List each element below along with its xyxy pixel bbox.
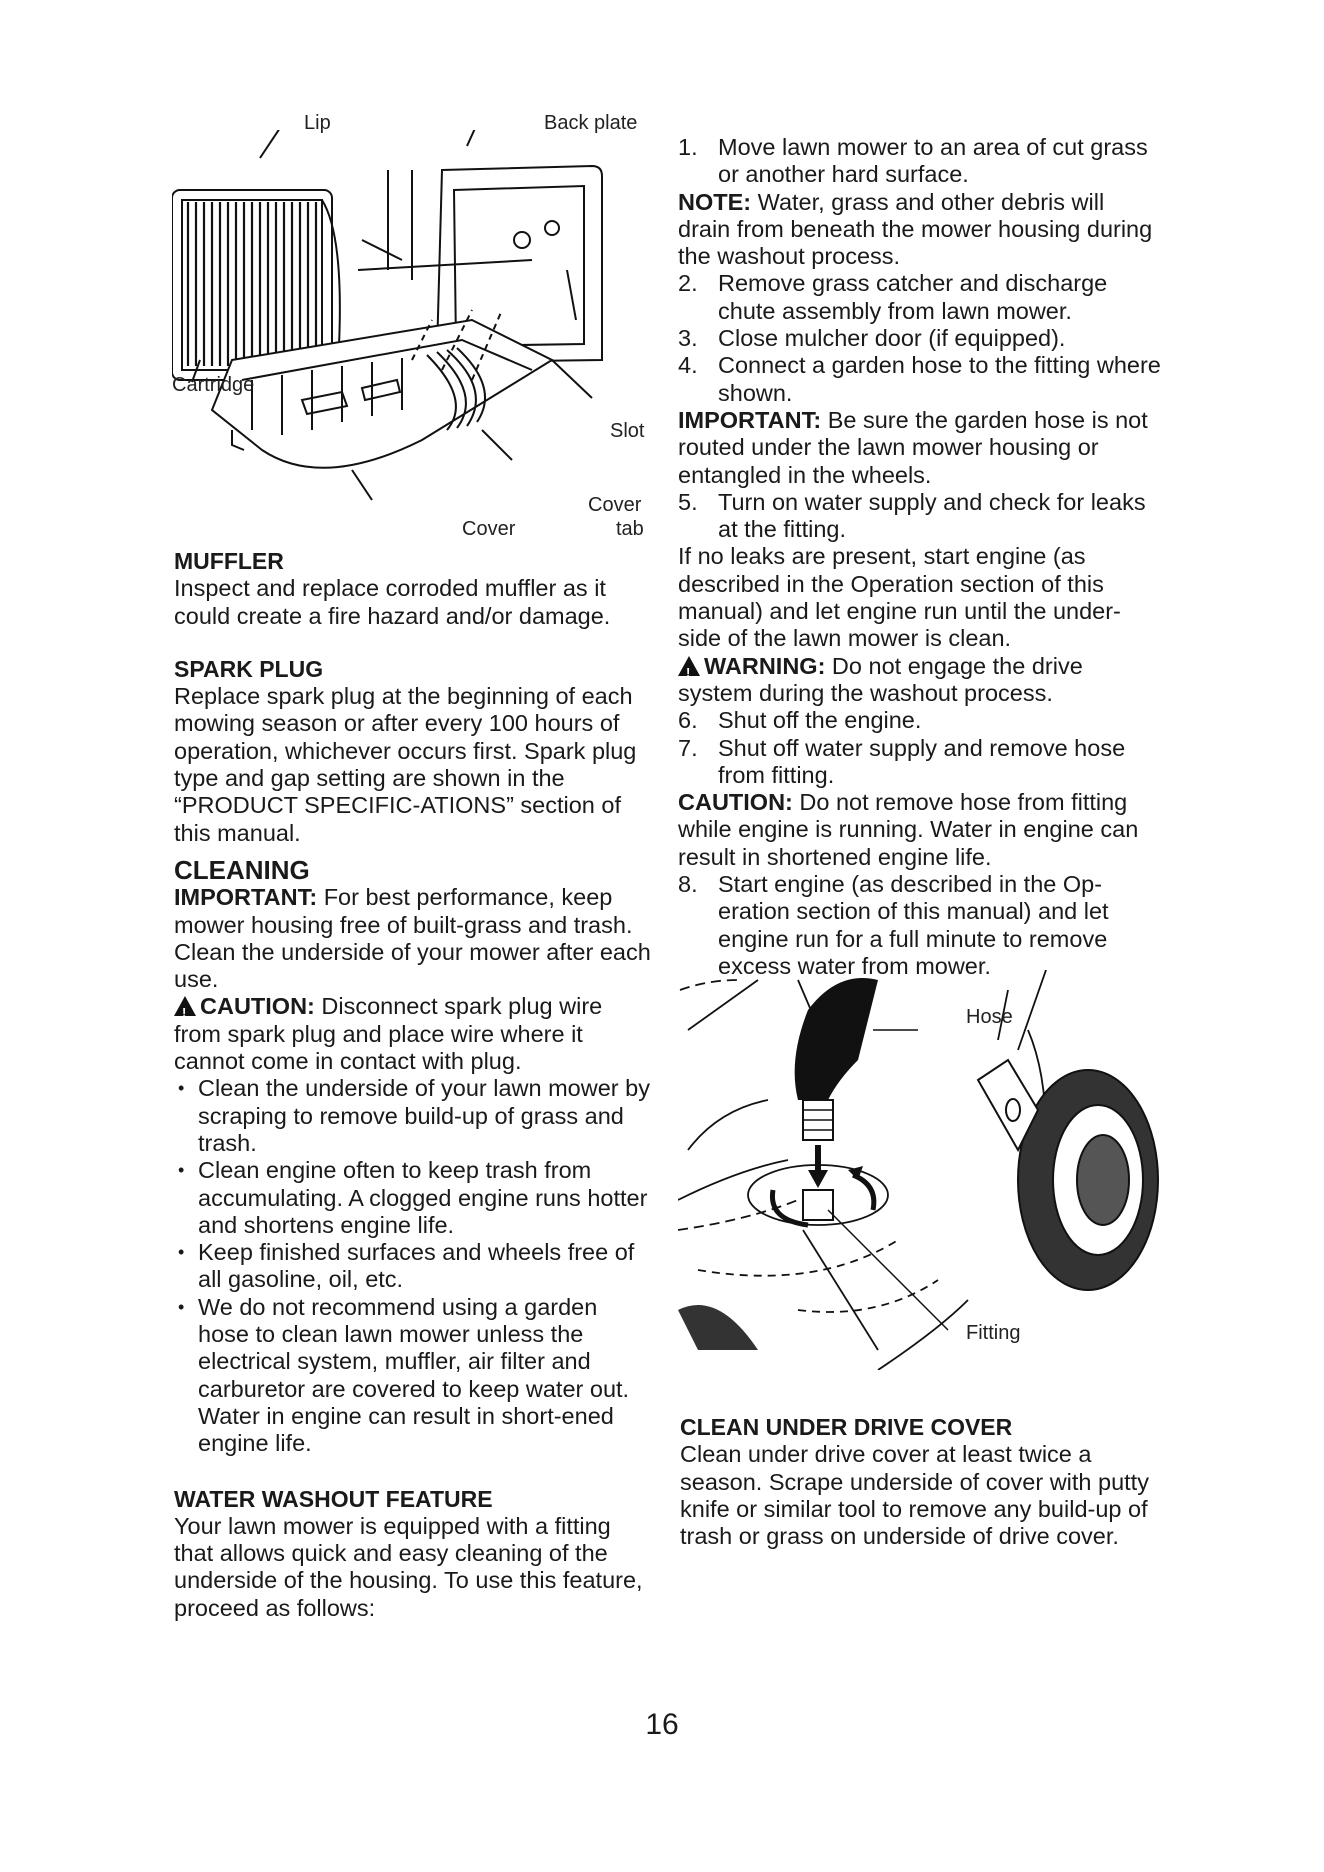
list-item: [678, 735, 1162, 790]
cleaning-caution: [174, 993, 652, 1075]
drive-cover-body: Clean under drive cover at least twice a season. Scrape underside of cover with putty knife or similar tool to remove any build-up of trash or grass on underside of drive cover.: [680, 1441, 1149, 1550]
air-filter-illustration: [172, 130, 652, 550]
warning-triangle-icon: [174, 996, 196, 1016]
cleaning-heading: CLEANING: [174, 854, 310, 885]
air-filter-figure: [172, 112, 652, 550]
list-item: [678, 871, 1162, 980]
step-number: 8.: [678, 871, 698, 898]
step-text: Close mulcher door (if equipped).: [718, 325, 1066, 352]
cleaning-important-label: IMPORTANT:: [174, 884, 318, 911]
label-fitting: Fitting: [966, 1322, 1021, 1344]
warning-triangle-icon: [678, 656, 700, 676]
washout-body: Your lawn mower is equipped with a fitting that allows quick and easy cleaning of the underside of the housing. To use this feature, proceed as follows:: [174, 1512, 643, 1621]
step-text: Move lawn mower to an area of cut grass or another hard surface.: [718, 134, 1148, 188]
note-label: NOTE:: [678, 188, 752, 215]
list-item: • Clean engine often to keep trash from accumulating. A clogged engine runs hotter and shortens engine life.: [174, 1157, 652, 1239]
list-item: • We do not recommend using a garden hose to clean lawn mower unless the electrical system, muffler, air filter and carburetor are covered to keep water out. Water in engine can result in short-ened engine life.: [174, 1294, 652, 1458]
right-text-block: [678, 134, 1162, 980]
step-number: 3.: [678, 325, 698, 352]
step-text: Shut off water supply and remove hose from fitting.: [718, 734, 1126, 788]
muffler-heading: MUFFLER: [174, 548, 284, 574]
label-cover-tab-1: Cover: [588, 494, 642, 516]
cleaning-caution-label: CAUTION:: [200, 993, 315, 1020]
cleaning-important-text: For best performance, keep mower housing free of built-grass and trash. Clean the underside of your mower after each use.: [174, 884, 651, 993]
step-text: Remove grass catcher and discharge chute assembly from lawn mower.: [718, 270, 1108, 324]
note: [678, 189, 1162, 271]
label-hose: Hose: [966, 1006, 1013, 1028]
hose-fitting-illustration: [678, 970, 1162, 1370]
step-number: 5.: [678, 488, 698, 515]
list-item: [678, 707, 1162, 734]
warning-note: [678, 653, 1162, 708]
label-back-plate: Back plate: [544, 112, 638, 134]
list-item: [678, 325, 1162, 352]
cleaning-bullet-list: [174, 1075, 652, 1457]
label-slot: Slot: [610, 420, 645, 442]
list-item: • Keep finished surfaces and wheels free of all gasoline, oil, etc.: [174, 1239, 652, 1294]
muffler-body: Inspect and replace corroded muffler as it could create a fire hazard and/or damage.: [174, 575, 611, 629]
list-item: [678, 134, 1162, 189]
step-number: 1.: [678, 134, 698, 160]
list-item: [678, 270, 1162, 325]
drive-cover-block: [680, 1414, 1162, 1550]
step-number: 6.: [678, 707, 698, 734]
left-text-block: [174, 548, 652, 1622]
washout-steps-2: [678, 270, 1162, 406]
important-label: IMPORTANT:: [678, 406, 822, 433]
step-number: 2.: [678, 270, 698, 297]
drive-cover-heading: CLEAN UNDER DRIVE COVER: [680, 1414, 1013, 1440]
warning-text: Do not engage the drive system during the washout process.: [678, 652, 1083, 706]
list-item: • Clean the underside of your lawn mower by scraping to remove build-up of grass and trash.: [174, 1075, 652, 1157]
washout-steps-5: [678, 871, 1162, 980]
cleaning-important: [174, 884, 652, 993]
washout-steps-3: [678, 489, 1162, 544]
washout-steps: [678, 134, 1162, 189]
list-item: [678, 489, 1162, 544]
caution-label: CAUTION:: [678, 789, 793, 816]
washout-steps-4: [678, 707, 1162, 789]
spark-plug-body: Replace spark plug at the beginning of each mowing season or after every 100 hours of operation, whichever occurs first. Spark plug type and gap setting are shown in the “PRODUCT SPECIFIC-ATIONS” section of this manual.: [174, 683, 637, 846]
caution-text: Do not remove hose from fitting while engine is running. Water in engine can result in shortened engine life.: [678, 789, 1139, 870]
label-cover: Cover: [462, 518, 516, 540]
step-number: 4.: [678, 352, 698, 379]
washout-heading: WATER WASHOUT FEATURE: [174, 1485, 493, 1512]
note-text: Water, grass and other debris will drain from beneath the mower housing during the washout process.: [678, 188, 1153, 270]
cleaning-caution-text: Disconnect spark plug wire from spark plug and place wire where it cannot come in contact with plug.: [174, 993, 603, 1075]
label-cartridge: Cartridge: [172, 374, 255, 396]
step-text: Shut off the engine.: [718, 707, 922, 734]
hose-fitting-figure: [678, 970, 1162, 1370]
step-number: 7.: [678, 734, 698, 761]
after-step-5: If no leaks are present, start engine (as described in the Operation section of this manual) and let engine run until the under-side of the lawn mower is clean.: [678, 543, 1121, 652]
page-number: 16: [645, 1708, 679, 1741]
warning-label: WARNING:: [704, 652, 826, 679]
step-text: Turn on water supply and check for leaks at the fitting.: [718, 488, 1146, 543]
important-text: Be sure the garden hose is not routed under the lawn mower housing or entangled in the wheels.: [678, 406, 1148, 488]
caution-note: [678, 789, 1162, 871]
list-item: [678, 352, 1162, 407]
step-text: Start engine (as described in the Op-eration section of this manual) and let engine run for a full minute to remove excess water from mower.: [718, 871, 1109, 979]
important-note: [678, 407, 1162, 489]
step-text: Connect a garden hose to the fitting where shown.: [718, 352, 1161, 406]
spark-plug-heading: SPARK PLUG: [174, 655, 324, 682]
label-cover-tab-2: tab: [616, 518, 644, 540]
label-lip: Lip: [304, 112, 331, 134]
